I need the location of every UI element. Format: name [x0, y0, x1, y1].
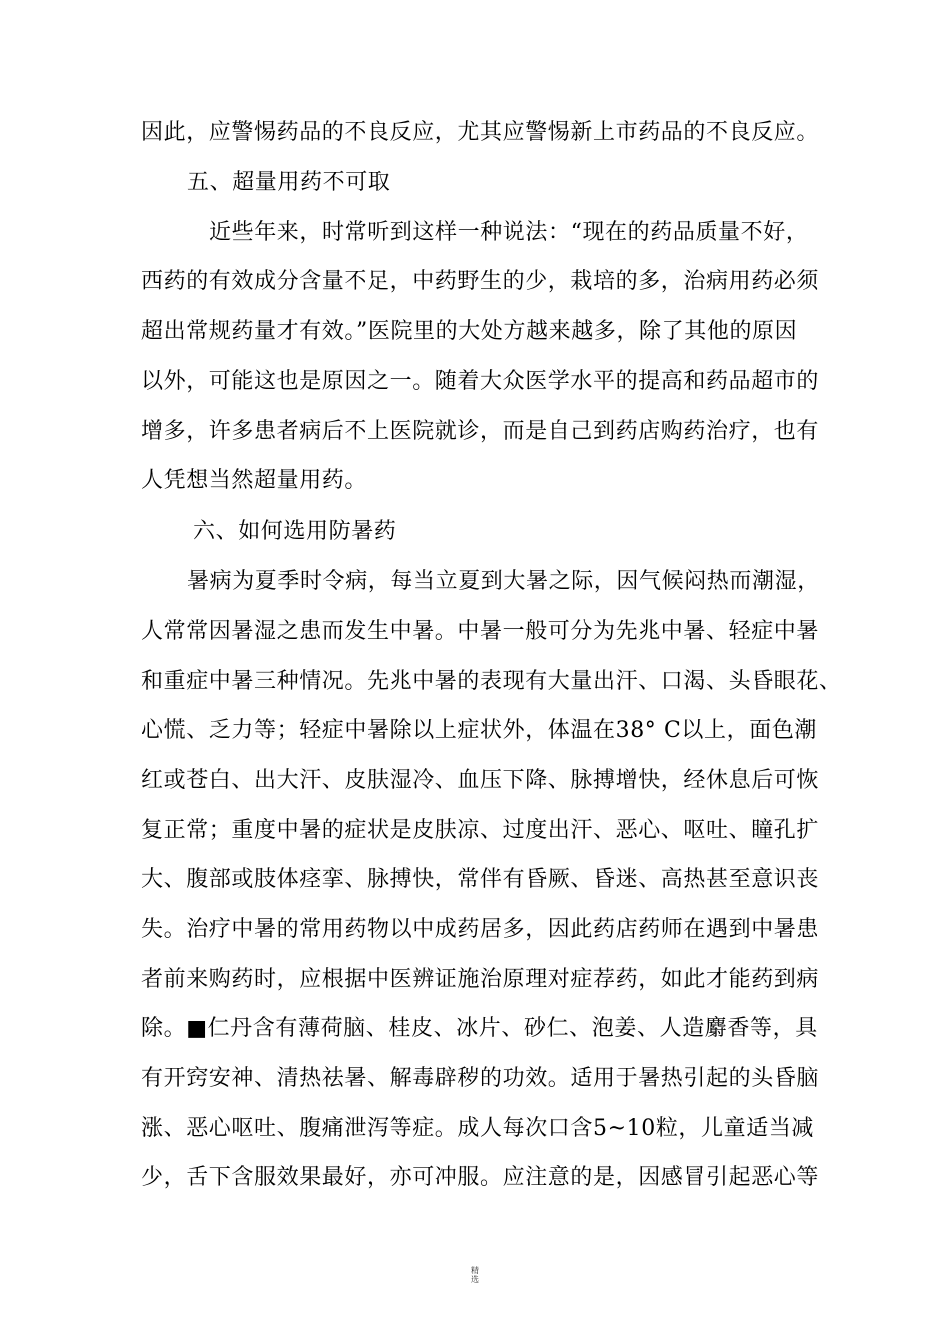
- text-line: 和重症中暑三种情况。先兆中暑的表现有大量出汗、口渴、头昏眼花、: [141, 669, 842, 694]
- text-line: 涨、恶心呕吐、腹痛泄泻等症。成人每次口含5~10粒，儿童适当减: [141, 1116, 815, 1141]
- text-line: 暑病为夏季时令病，每当立夏到大暑之际，因气候闷热而潮湿，: [187, 569, 820, 594]
- text-line: 红或苍白、出大汗、皮肤湿冷、血压下降、脉搏增快，经休息后可恢: [141, 768, 820, 793]
- text-line: 除。■仁丹含有薄荷脑、桂皮、冰片、砂仁、泡姜、人造麝香等，具: [141, 1016, 818, 1041]
- page-footer: [0, 1266, 950, 1284]
- text-line: 有开窍安神、清热祛暑、解毒辟秽的功效。适用于暑热引起的头昏脑: [141, 1066, 820, 1091]
- text-line: 人凭想当然超量用药。: [141, 468, 368, 493]
- footer-line-1: 精: [471, 1266, 479, 1275]
- text-line: 近些年来，时常听到这样一种说法：“现在的药品质量不好，: [209, 220, 809, 245]
- text-line: 少，舌下含服效果最好，亦可冲服。应注意的是，因感冒引起恶心等: [141, 1165, 820, 1190]
- text-line: 人常常因暑湿之患而发生中暑。中暑一般可分为先兆中暑、轻症中暑: [141, 619, 820, 644]
- footer-line-2: 选: [471, 1275, 479, 1284]
- text-line: 大、腹部或肢体痉挛、脉搏快，常伴有昏厥、昏迷、高热甚至意识丧: [141, 867, 820, 892]
- text-line: 增多，许多患者病后不上医院就诊，而是自己到药店购药治疗，也有: [141, 419, 820, 444]
- text-line: 西药的有效成分含量不足，中药野生的少，栽培的多，治病用药必须: [141, 269, 820, 294]
- section-heading-6: 六、如何选用防暑药: [193, 519, 397, 544]
- text-line: 心慌、乏力等；轻症中暑除以上症状外，体温在38° C以上，面色潮: [141, 718, 818, 743]
- text-line: 失。治疗中暑的常用药物以中成药居多，因此药店药师在遇到中暑患: [141, 917, 820, 942]
- text-line: 超出常规药量才有效。”医院里的大处方越来越多，除了其他的原因: [141, 319, 798, 344]
- text-line: 因此，应警惕药品的不良反应，尤其应警惕新上市药品的不良反应。: [141, 120, 820, 145]
- section-heading-5: 五、超量用药不可取: [187, 170, 391, 195]
- text-line: 者前来购药时，应根据中医辨证施治原理对症荐药，如此才能药到病: [141, 967, 820, 992]
- text-line: 以外，可能这也是原因之一。随着大众医学水平的提高和药品超市的: [141, 369, 820, 394]
- text-line: 复正常；重度中暑的症状是皮肤凉、过度出汗、恶心、呕吐、瞳孔扩: [141, 818, 820, 843]
